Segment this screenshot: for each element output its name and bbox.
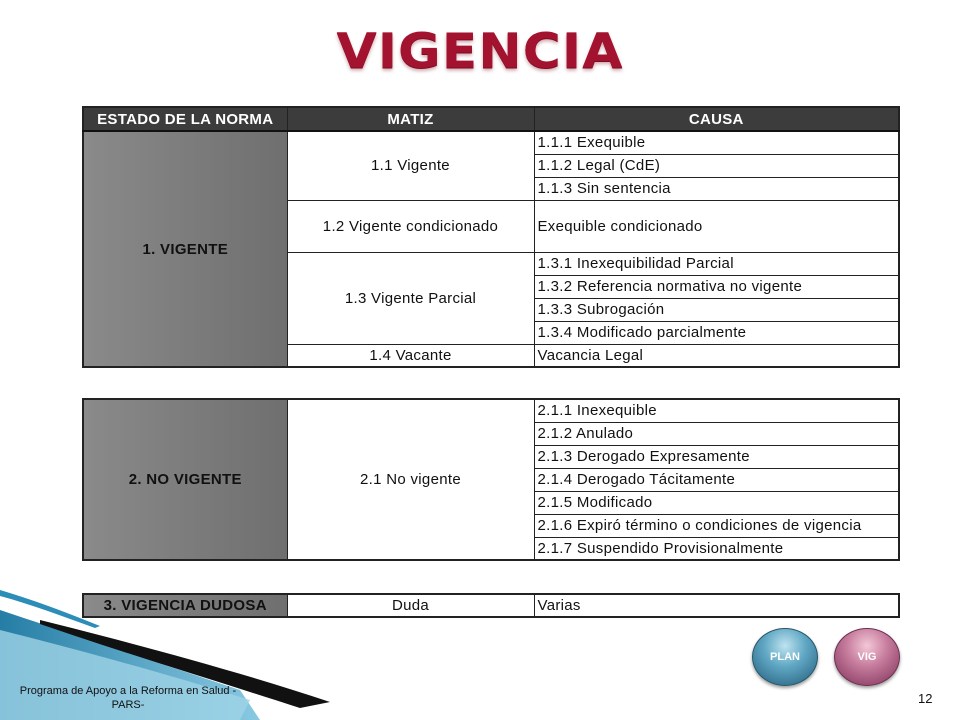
header-causa: CAUSA	[534, 107, 899, 131]
causa-cell: 2.1.7 Suspendido Provisionalmente	[534, 537, 899, 560]
causa-cell: 2.1.1 Inexequible	[534, 399, 899, 422]
causa-cell: 2.1.3 Derogado Expresamente	[534, 445, 899, 468]
table-header-row	[83, 107, 899, 131]
causa-cell: 1.3.1 Inexequibilidad Parcial	[534, 252, 899, 275]
vig-button[interactable]: VIG	[834, 628, 900, 686]
matiz-vigente: 1.1 Vigente	[287, 131, 534, 200]
no-vigente-table	[82, 398, 900, 561]
causa-cell: 2.1.2 Anulado	[534, 422, 899, 445]
causa-cell: 2.1.6 Expiró término o condiciones de vigencia	[534, 514, 899, 537]
causa-cell: 1.1.1 Exequible	[534, 131, 899, 154]
matiz-vacante: 1.4 Vacante	[287, 344, 534, 367]
footer-text: Programa de Apoyo a la Reforma en Salud -PARS-	[19, 685, 237, 711]
matiz-vigente-condicionado: 1.2 Vigente condicionado	[287, 200, 534, 252]
causa-cell: 2.1.4 Derogado Tácitamente	[534, 468, 899, 491]
header-matiz: MATIZ	[287, 107, 534, 131]
causa-cell: 1.3.2 Referencia normativa no vigente	[534, 275, 899, 298]
causa-cell: 1.1.2 Legal (CdE)	[534, 154, 899, 177]
causa-cell: Varias	[534, 594, 899, 617]
estado-no-vigente: 2. NO VIGENTE	[83, 399, 287, 560]
vigente-table	[82, 106, 900, 368]
causa-cell: Exequible condicionado	[534, 200, 899, 252]
slide-title: VIGENCIA	[336, 24, 624, 80]
causa-cell: 1.3.3 Subrogación	[534, 298, 899, 321]
estado-vigente: 1. VIGENTE	[83, 131, 287, 367]
causa-cell: 1.3.4 Modificado parcialmente	[534, 321, 899, 344]
matiz-no-vigente: 2.1 No vigente	[287, 399, 534, 560]
table-row	[83, 131, 899, 154]
page-number: 12	[918, 691, 933, 706]
table-row	[83, 399, 899, 422]
header-estado: ESTADO DE LA NORMA	[83, 107, 287, 131]
estado-vigencia-dudosa: 3. VIGENCIA DUDOSA	[83, 594, 287, 617]
causa-cell: 1.1.3 Sin sentencia	[534, 177, 899, 200]
matiz-vigente-parcial: 1.3 Vigente Parcial	[287, 252, 534, 344]
causa-cell: Vacancia Legal	[534, 344, 899, 367]
plan-button[interactable]: PLAN	[752, 628, 818, 686]
matiz-duda: Duda	[287, 594, 534, 617]
causa-cell: 2.1.5 Modificado	[534, 491, 899, 514]
